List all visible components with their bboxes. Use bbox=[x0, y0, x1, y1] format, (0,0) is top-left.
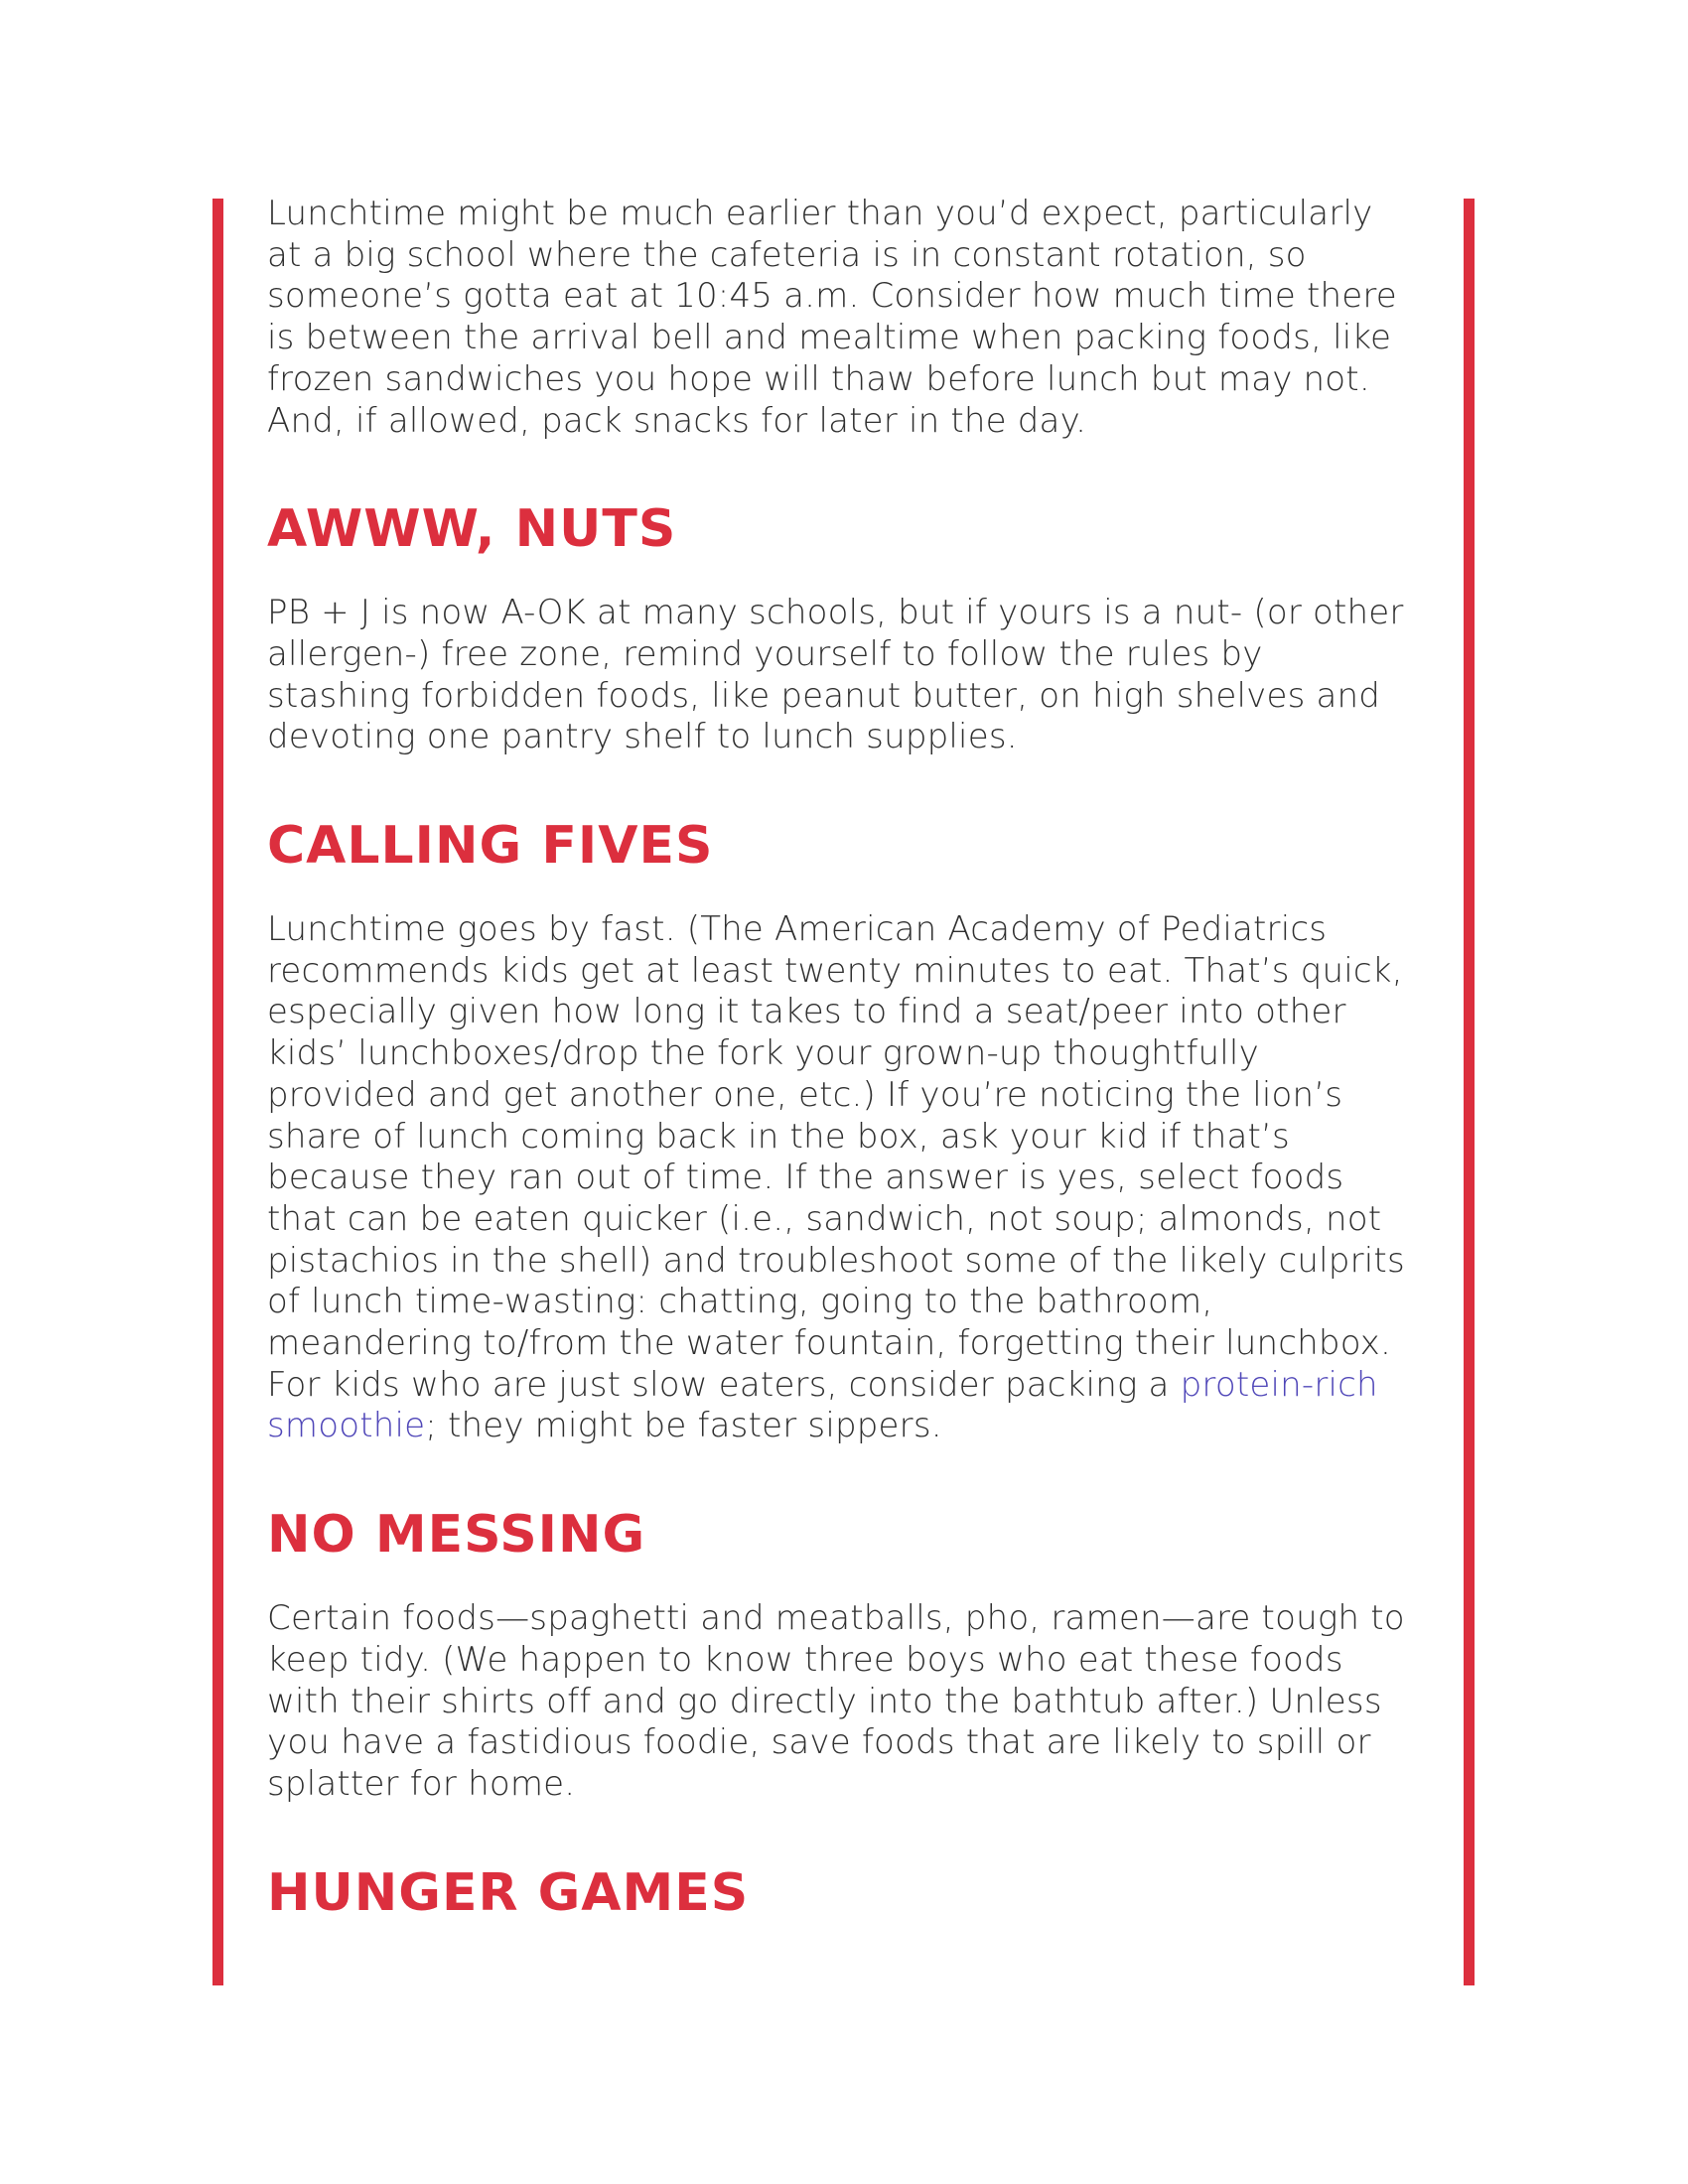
article-body bbox=[267, 194, 1409, 1923]
section-paragraph-awww-nuts: PB + J is now A-OK at many schools, but if yours is a nut- (or other allergen-) free zone, remind yourself to follow the rules by stashing forbidden foods, like peanut butter, on high shelves and devoting one pantry shelf to lunch supplies. bbox=[267, 593, 1404, 757]
intro-paragraph: Lunchtime might be much earlier than you’d expect, particularly at a big school where the cafeteria is in constant rotation, so someone’s gotta eat at 10:45 a.m. Consider how much time there is between the arrival bell and mealtime when packing foods, like frozen sandwiches you hope will thaw before lunch but may not. And, if allowed, pack snacks for later in the day. bbox=[267, 194, 1397, 441]
section-paragraph-no-messing: Certain foods—spaghetti and meatballs, pho, ramen—are tough to keep tidy. (We happen to know three boys who eat these foods with their shirts off and go directly into the bathtub after.) Unless you have a fastidious foodie, save foods that are likely to spill or splatter for home. bbox=[267, 1598, 1405, 1804]
calling-fives-text-end: ; they might be faster sippers. bbox=[425, 1406, 942, 1446]
section-heading-calling-fives: CALLING FIVES bbox=[267, 816, 714, 877]
calling-fives-text-start: Lunchtime goes by fast. (The American Academy of Pediatrics recommends kids get at least twenty minutes to eat. That’s quick, especially given how long it takes to find a seat/peer into other kids’ lunchboxes/drop the fork your grown-up thoughtfully provided and get another one, etc.) If you’re noticing the lion’s share of lunch coming back in the box, ask your kid if that’s because they ran out of time. If the answer is yes, select foods that can be eaten quicker (i.e., sandwich, not soup; almonds, not pistachios in the shell) and troubleshoot some of the likely culprits of lunch time-wasting: chatting, going to the bathroom, meandering to/from the water fountain, forgetting their lunchbox. For kids who are just slow eaters, consider packing a bbox=[267, 909, 1405, 1405]
left-accent-bar bbox=[212, 199, 223, 1985]
section-heading-no-messing: NO MESSING bbox=[267, 1505, 646, 1566]
section-heading-hunger-games: HUNGER GAMES bbox=[267, 1862, 750, 1923]
right-accent-bar bbox=[1464, 199, 1475, 1985]
protein-rich-smoothie-link[interactable]: protein-rich smoothie bbox=[267, 1364, 1378, 1446]
section-heading-awww-nuts: AWWW, NUTS bbox=[267, 499, 677, 560]
section-paragraph-calling-fives bbox=[267, 909, 1409, 1447]
